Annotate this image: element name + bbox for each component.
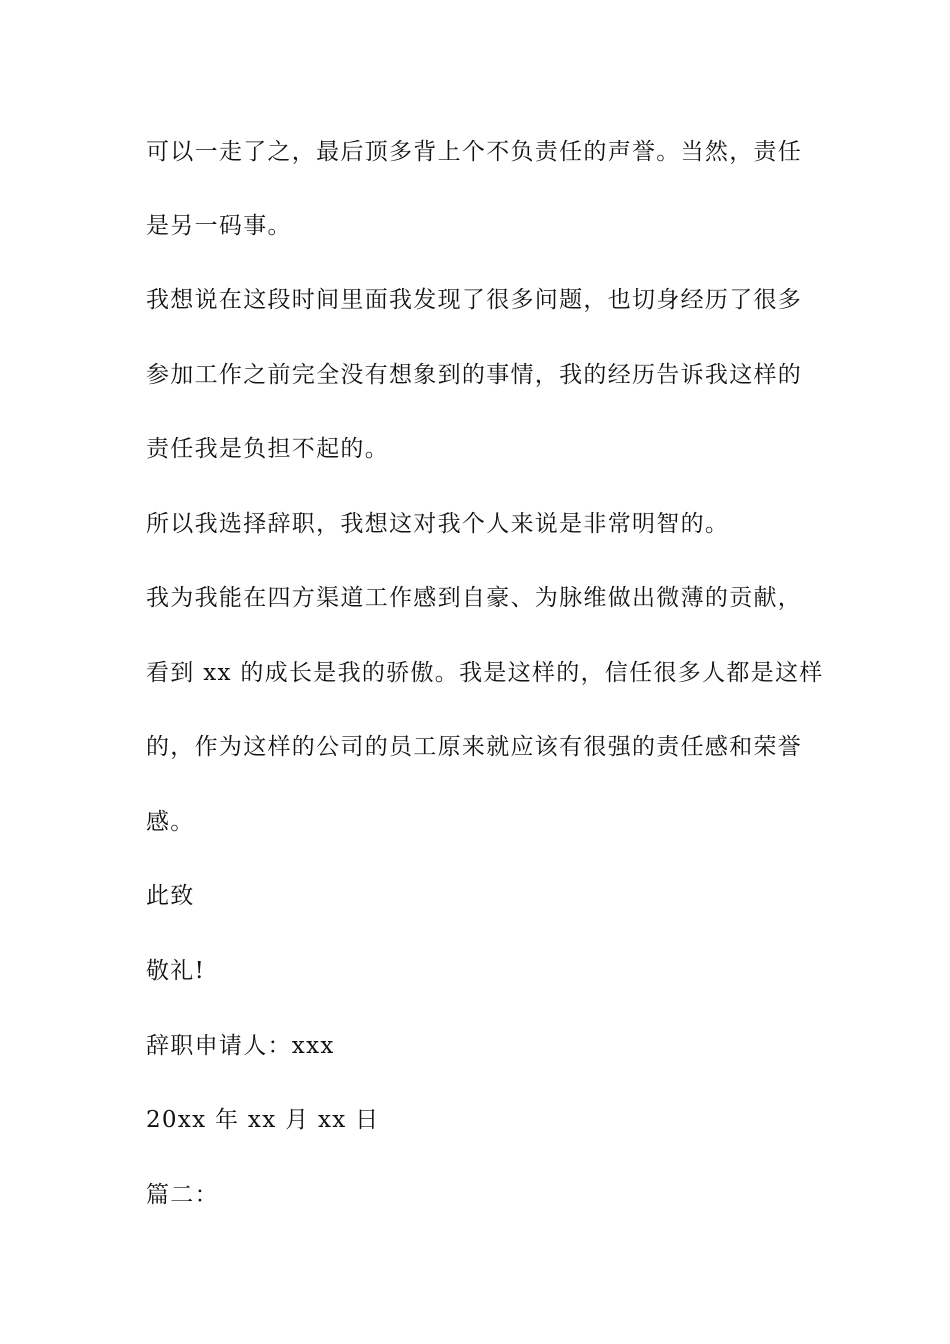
body-line-5: 责任我是负担不起的。 [146,436,389,462]
date-line: 20xx 年 xx 月 xx 日 [146,1107,380,1133]
body-line-2: 是另一码事。 [146,213,292,239]
body-line-10: 感。 [146,809,195,835]
body-line-9: 的，作为这样的公司的员工原来就应该有很强的责任感和荣誉 [146,734,803,760]
body-line-1: 可以一走了之，最后顶多背上个不负责任的声誉。当然，责任 [146,139,803,165]
body-line-7: 我为我能在四方渠道工作感到自豪、为脉维做出微薄的贡献， [146,585,803,611]
signature-line: 辞职申请人：xxx [146,1033,335,1059]
body-line-6: 所以我选择辞职，我想这对我个人来说是非常明智的。 [146,511,730,537]
body-line-8: 看到 xx 的成长是我的骄傲。我是这样的，信任很多人都是这样 [146,660,824,686]
salutation-line: 敬礼! [146,958,206,984]
body-line-3: 我想说在这段时间里面我发现了很多问题，也切身经历了很多 [146,287,803,313]
closing-line: 此致 [146,883,195,909]
body-line-4: 参加工作之前完全没有想象到的事情，我的经历告诉我这样的 [146,362,803,388]
section-heading: 篇二： [146,1182,219,1208]
